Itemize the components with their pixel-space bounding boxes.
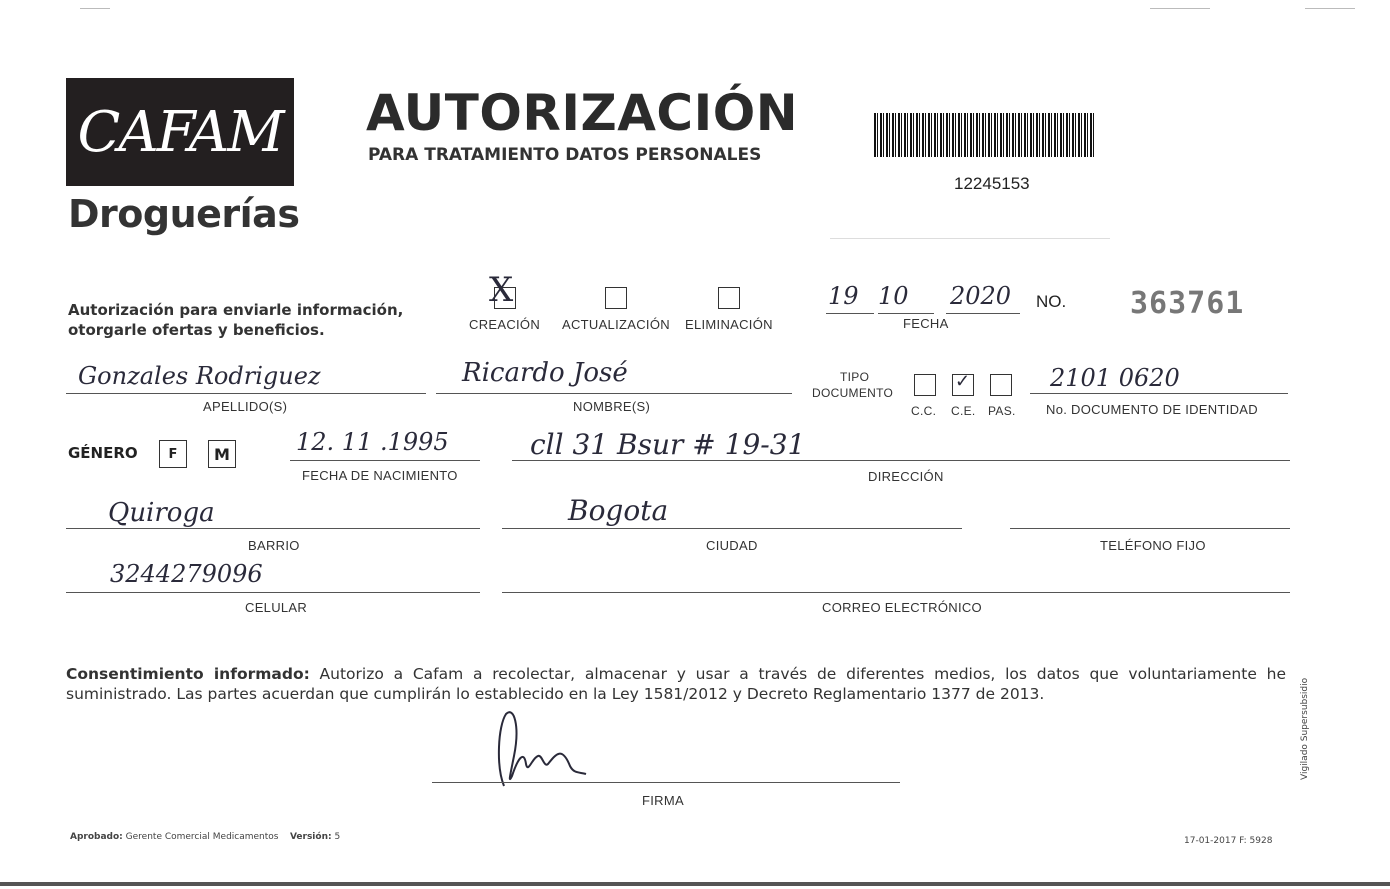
auth-line-1: Autorización para enviarle información,: [68, 301, 404, 319]
cafam-logo: [66, 78, 294, 186]
pas-checkbox[interactable]: [990, 374, 1012, 396]
birth-date-line: [290, 460, 480, 461]
direccion-label: DIRECCIÓN: [868, 469, 944, 484]
barrio-value[interactable]: Quiroga: [108, 498, 215, 528]
correo-label: CORREO ELECTRÓNICO: [822, 600, 982, 615]
form-number: 363761: [1130, 286, 1245, 321]
creacion-mark: X: [489, 270, 514, 310]
barcode: [874, 113, 1096, 157]
consent-text: Autorizo a Cafam a recolectar, almacenar y usar a través de diferentes medios, los datos que voluntariamente he suministrado. Las partes acuerdan que cumplirán lo establecido en la Ley 1581/2012 y Decreto Reglamentario 1377 de 2013.: [66, 665, 1286, 703]
tipo-label: TIPO: [840, 370, 870, 384]
ce-checkbox[interactable]: [952, 371, 974, 396]
actualizacion-checkbox[interactable]: [605, 287, 627, 309]
apellidos-label: APELLIDO(S): [203, 399, 288, 414]
eliminacion-checkbox[interactable]: [718, 287, 740, 309]
faint-rule: [830, 238, 1110, 239]
doc-number-value[interactable]: 2101 0620: [1050, 364, 1180, 392]
nombres-value[interactable]: Ricardo José: [462, 358, 628, 388]
aprobado-value: Gerente Comercial Medicamentos: [125, 832, 279, 842]
cc-checkbox[interactable]: [914, 374, 936, 396]
barrio-line: [66, 528, 480, 529]
date-day: 19: [828, 282, 859, 310]
date-line: [878, 313, 934, 314]
doc-number-line: [1030, 393, 1288, 394]
firma-label: FIRMA: [642, 793, 684, 808]
gender-m-label: M: [214, 444, 230, 464]
form-title: AUTORIZACIÓN: [366, 84, 799, 142]
vigilado-side-text: Vigilado Supersubsidio: [1300, 677, 1310, 780]
brand-subtitle: Droguerías: [68, 192, 300, 236]
footer-code: 17-01-2017 F: 5928: [1184, 836, 1273, 846]
aprobado-label: Aprobado:: [70, 832, 123, 842]
birth-date-label: FECHA DE NACIMIENTO: [302, 468, 458, 483]
eliminacion-label: ELIMINACIÓN: [685, 317, 773, 332]
cc-label: C.C.: [911, 404, 937, 418]
ciudad-value[interactable]: Bogota: [568, 494, 669, 527]
direccion-value[interactable]: cll 31 Bsur # 19-31: [530, 428, 806, 461]
date-line: [826, 313, 874, 314]
gender-m-checkbox[interactable]: [208, 440, 236, 468]
nombres-line: [436, 393, 792, 394]
barcode-number: 12245153: [954, 174, 1030, 193]
firma-line: [432, 782, 900, 783]
actualizacion-label: ACTUALIZACIÓN: [562, 317, 670, 332]
creacion-label: CREACIÓN: [469, 317, 541, 332]
consent-paragraph: [66, 664, 1286, 704]
ce-mark: ✓: [955, 371, 971, 392]
version-value: 5: [334, 832, 341, 842]
date-month: 10: [878, 282, 909, 310]
no-label: NO.: [1036, 292, 1067, 311]
direccion-line: [512, 460, 1290, 461]
version-label: Versión:: [289, 832, 332, 842]
ciudad-label: CIUDAD: [706, 538, 758, 553]
scan-mark: [1305, 8, 1355, 9]
date-line: [946, 313, 1020, 314]
form-subtitle: PARA TRATAMIENTO DATOS PERSONALES: [368, 145, 762, 165]
correo-line: [502, 592, 1290, 593]
telefono-line: [1010, 528, 1290, 529]
consent-lead: Consentimiento informado:: [66, 665, 310, 683]
celular-value[interactable]: 3244279096: [110, 560, 263, 588]
authorization-statement: [68, 300, 403, 340]
celular-line: [66, 592, 480, 593]
ce-label: C.E.: [951, 404, 976, 418]
logo-text: CAFAM: [77, 99, 283, 165]
birth-date-value[interactable]: 12. 11 .1995: [296, 428, 449, 456]
barrio-label: BARRIO: [248, 538, 300, 553]
auth-line-2: otorgarle ofertas y beneficios.: [68, 321, 325, 339]
footer-approval: [70, 832, 340, 842]
bottom-edge: [0, 882, 1390, 886]
genero-label: GÉNERO: [68, 444, 138, 462]
apellidos-line: [66, 393, 426, 394]
apellidos-value[interactable]: Gonzales Rodriguez: [78, 362, 321, 390]
doc-number-label: No. DOCUMENTO DE IDENTIDAD: [1046, 402, 1258, 417]
date-year: 2020: [950, 282, 1012, 310]
scan-mark: [1150, 8, 1210, 9]
pas-label: PAS.: [988, 404, 1016, 418]
scan-mark: [80, 8, 110, 9]
celular-label: CELULAR: [245, 600, 308, 615]
gender-f-checkbox[interactable]: [159, 440, 187, 468]
telefono-label: TELÉFONO FIJO: [1100, 538, 1206, 553]
fecha-label: FECHA: [903, 316, 949, 331]
ciudad-line: [502, 528, 962, 529]
documento-label: DOCUMENTO: [812, 386, 894, 400]
nombres-label: NOMBRE(S): [573, 399, 651, 414]
creacion-checkbox[interactable]: [489, 270, 516, 310]
gender-f-label: F: [168, 446, 178, 462]
